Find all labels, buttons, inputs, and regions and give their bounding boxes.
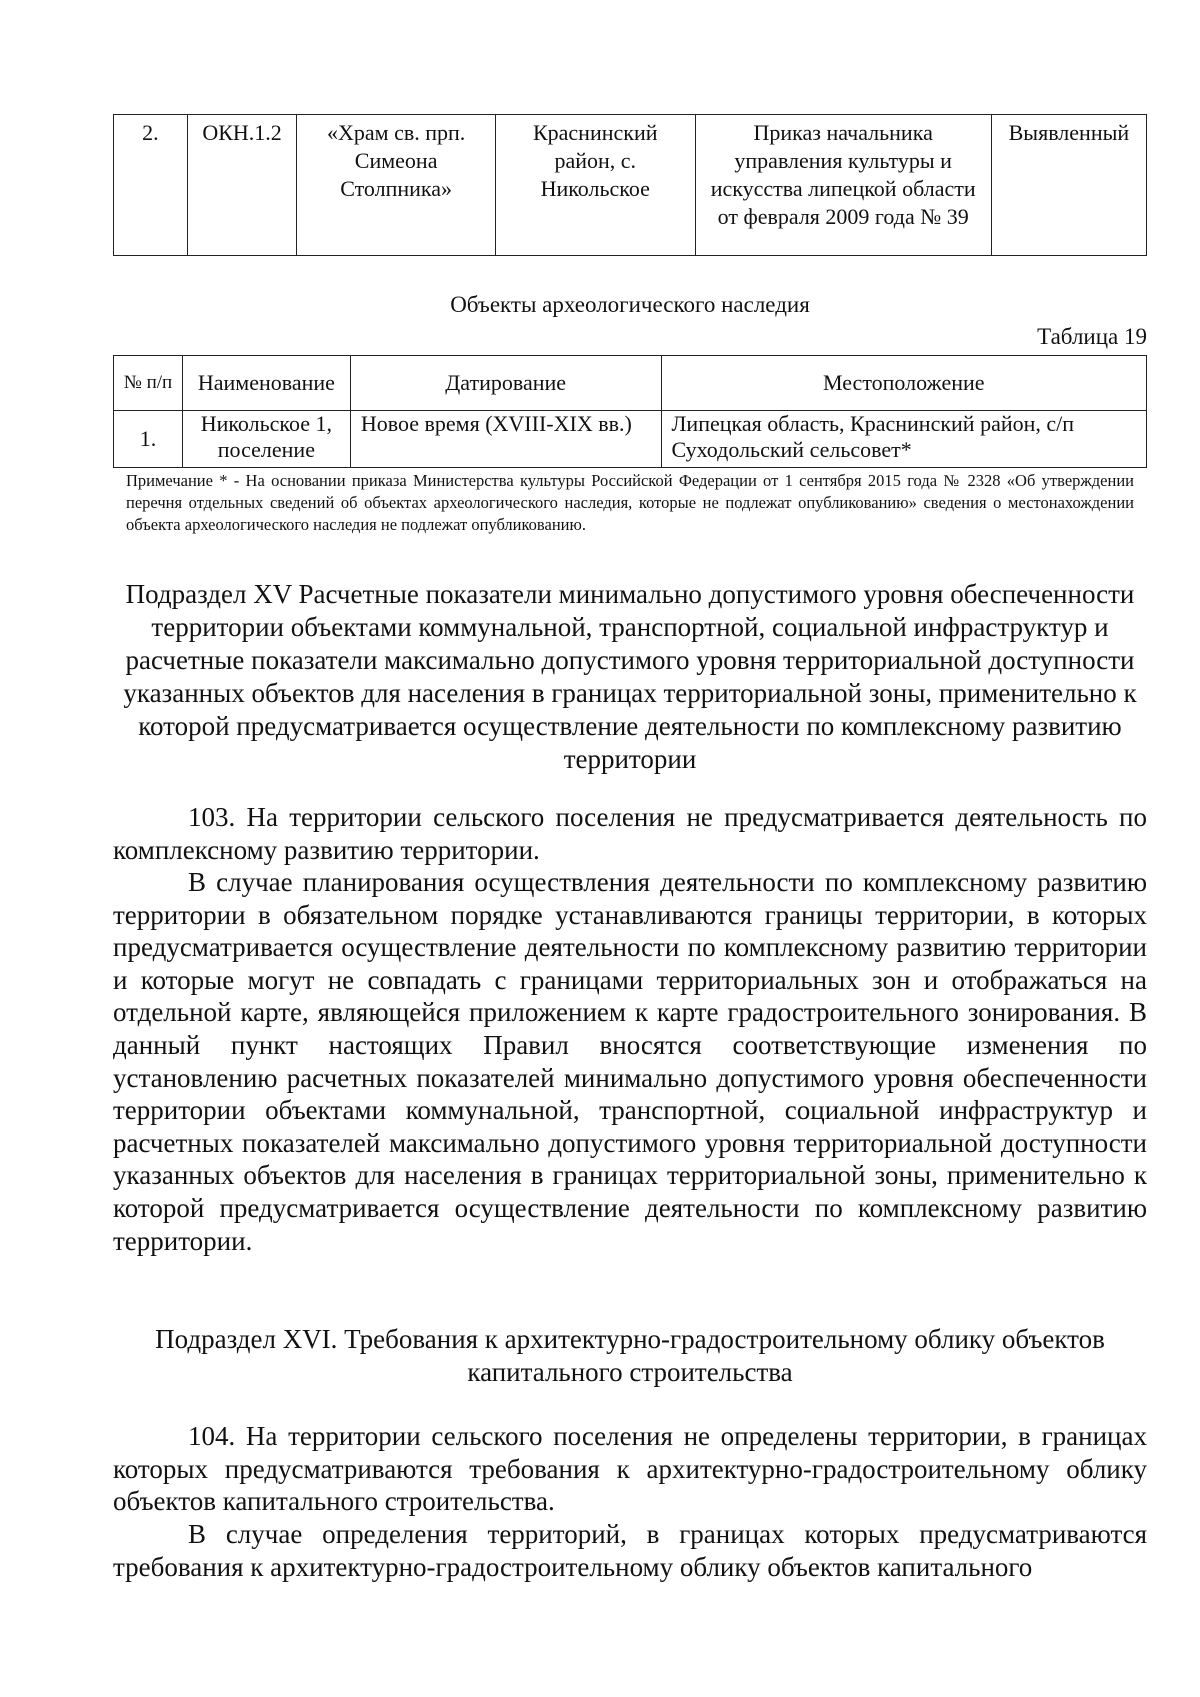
- paragraph-104-continuation: В случае определения территорий, в границах которых предусматриваются требования к архитектурно-градостроительному облику объектов капитального: [113, 1519, 1147, 1582]
- table-header-row: [114, 356, 1147, 411]
- archaeology-table: [113, 355, 1147, 468]
- archaeology-section-title: Объекты археологического наследия: [450, 292, 810, 317]
- site-name: Никольское 1, поселение: [182, 411, 350, 468]
- object-name: «Храм св. прп. Симеона Столпника»: [297, 115, 496, 256]
- paragraph-103-continuation: В случае планирования осуществления деятельности по комплексному развитию территории в обязательном порядке устанавливаются границы территории, в которых предусматривается осуществление деятельности по комплексному развитию территории и которые могут не совпадать с границами территориальных зон и отображаться на отдельной карте, являющейся приложением к карте градостроительного зонирования. В данный пункт настоящих Правил вносятся соответствующие изменения по установлению расчетных показателей минимально допустимого уровня обеспеченности территории объектами коммунальной, транспортной, социальной инфраструктур и расчетных показателей максимально допустимого уровня территориальной доступности указанных объектов для населения в границах территориальной зоны, применительно к которой предусматривается осуществление деятельности по комплексному развитию территории.: [113, 867, 1147, 1256]
- table-row: [114, 115, 1147, 256]
- paragraph-103: 103. На территории сельского поселения не предусматривается деятельность по комплексному развитию территории.: [113, 802, 1147, 865]
- table-row: [114, 411, 1147, 468]
- object-status: Выявленный: [991, 115, 1146, 256]
- site-dating: Новое время (XVIII-XIX вв.): [350, 411, 661, 468]
- object-document: Приказ начальника управления культуры и искусства липецкой области от февраля 2009 года № 39: [695, 115, 991, 256]
- header-name: Наименование: [182, 356, 350, 411]
- row-number: 2.: [114, 115, 188, 256]
- site-location: Липецкая область, Краснинский район, с/п Суходольский сельсовет*: [661, 411, 1146, 468]
- object-location: Краснинский район, с. Никольское: [495, 115, 695, 256]
- table-footnote: Примечание * - На основании приказа Министерства культуры Российской Федерации от 1 сентября 2015 года № 2328 «Об утверждении перечня отдельных сведений об объектах археологического наследия, которые не подлежат опубликованию» сведения о местонахождении объекта археологического наследия не подлежат опубликованию.: [126, 471, 1134, 534]
- header-date: Датирование: [350, 356, 661, 411]
- row-number: 1.: [114, 411, 183, 468]
- heritage-objects-table: [113, 114, 1147, 256]
- object-code: ОКН.1.2: [187, 115, 297, 256]
- table-label: Таблица 19: [1037, 324, 1147, 349]
- subsection-16-heading: Подраздел XVI. Требования к архитектурно-градостроительному облику объектов капитального строительства: [155, 1324, 1105, 1387]
- subsection-15-heading: Подраздел XV Расчетные показатели минимально допустимого уровня обеспеченности территории объектами коммунальной, транспортной, социальной инфраструктур и расчетные показатели максимально допустимого уровня территориальной доступности указанных объектов для населения в границах территориальной зоны, применительно к которой предусматривается осуществление деятельности по комплексному развитию территории: [123, 579, 1137, 774]
- header-location: Местоположение: [661, 356, 1146, 411]
- paragraph-104: 104. На территории сельского поселения не определены территории, в границах которых предусматриваются требования к архитектурно-градостроительному облику объектов капитального строительства.: [113, 1421, 1147, 1517]
- header-num: № п/п: [114, 356, 183, 411]
